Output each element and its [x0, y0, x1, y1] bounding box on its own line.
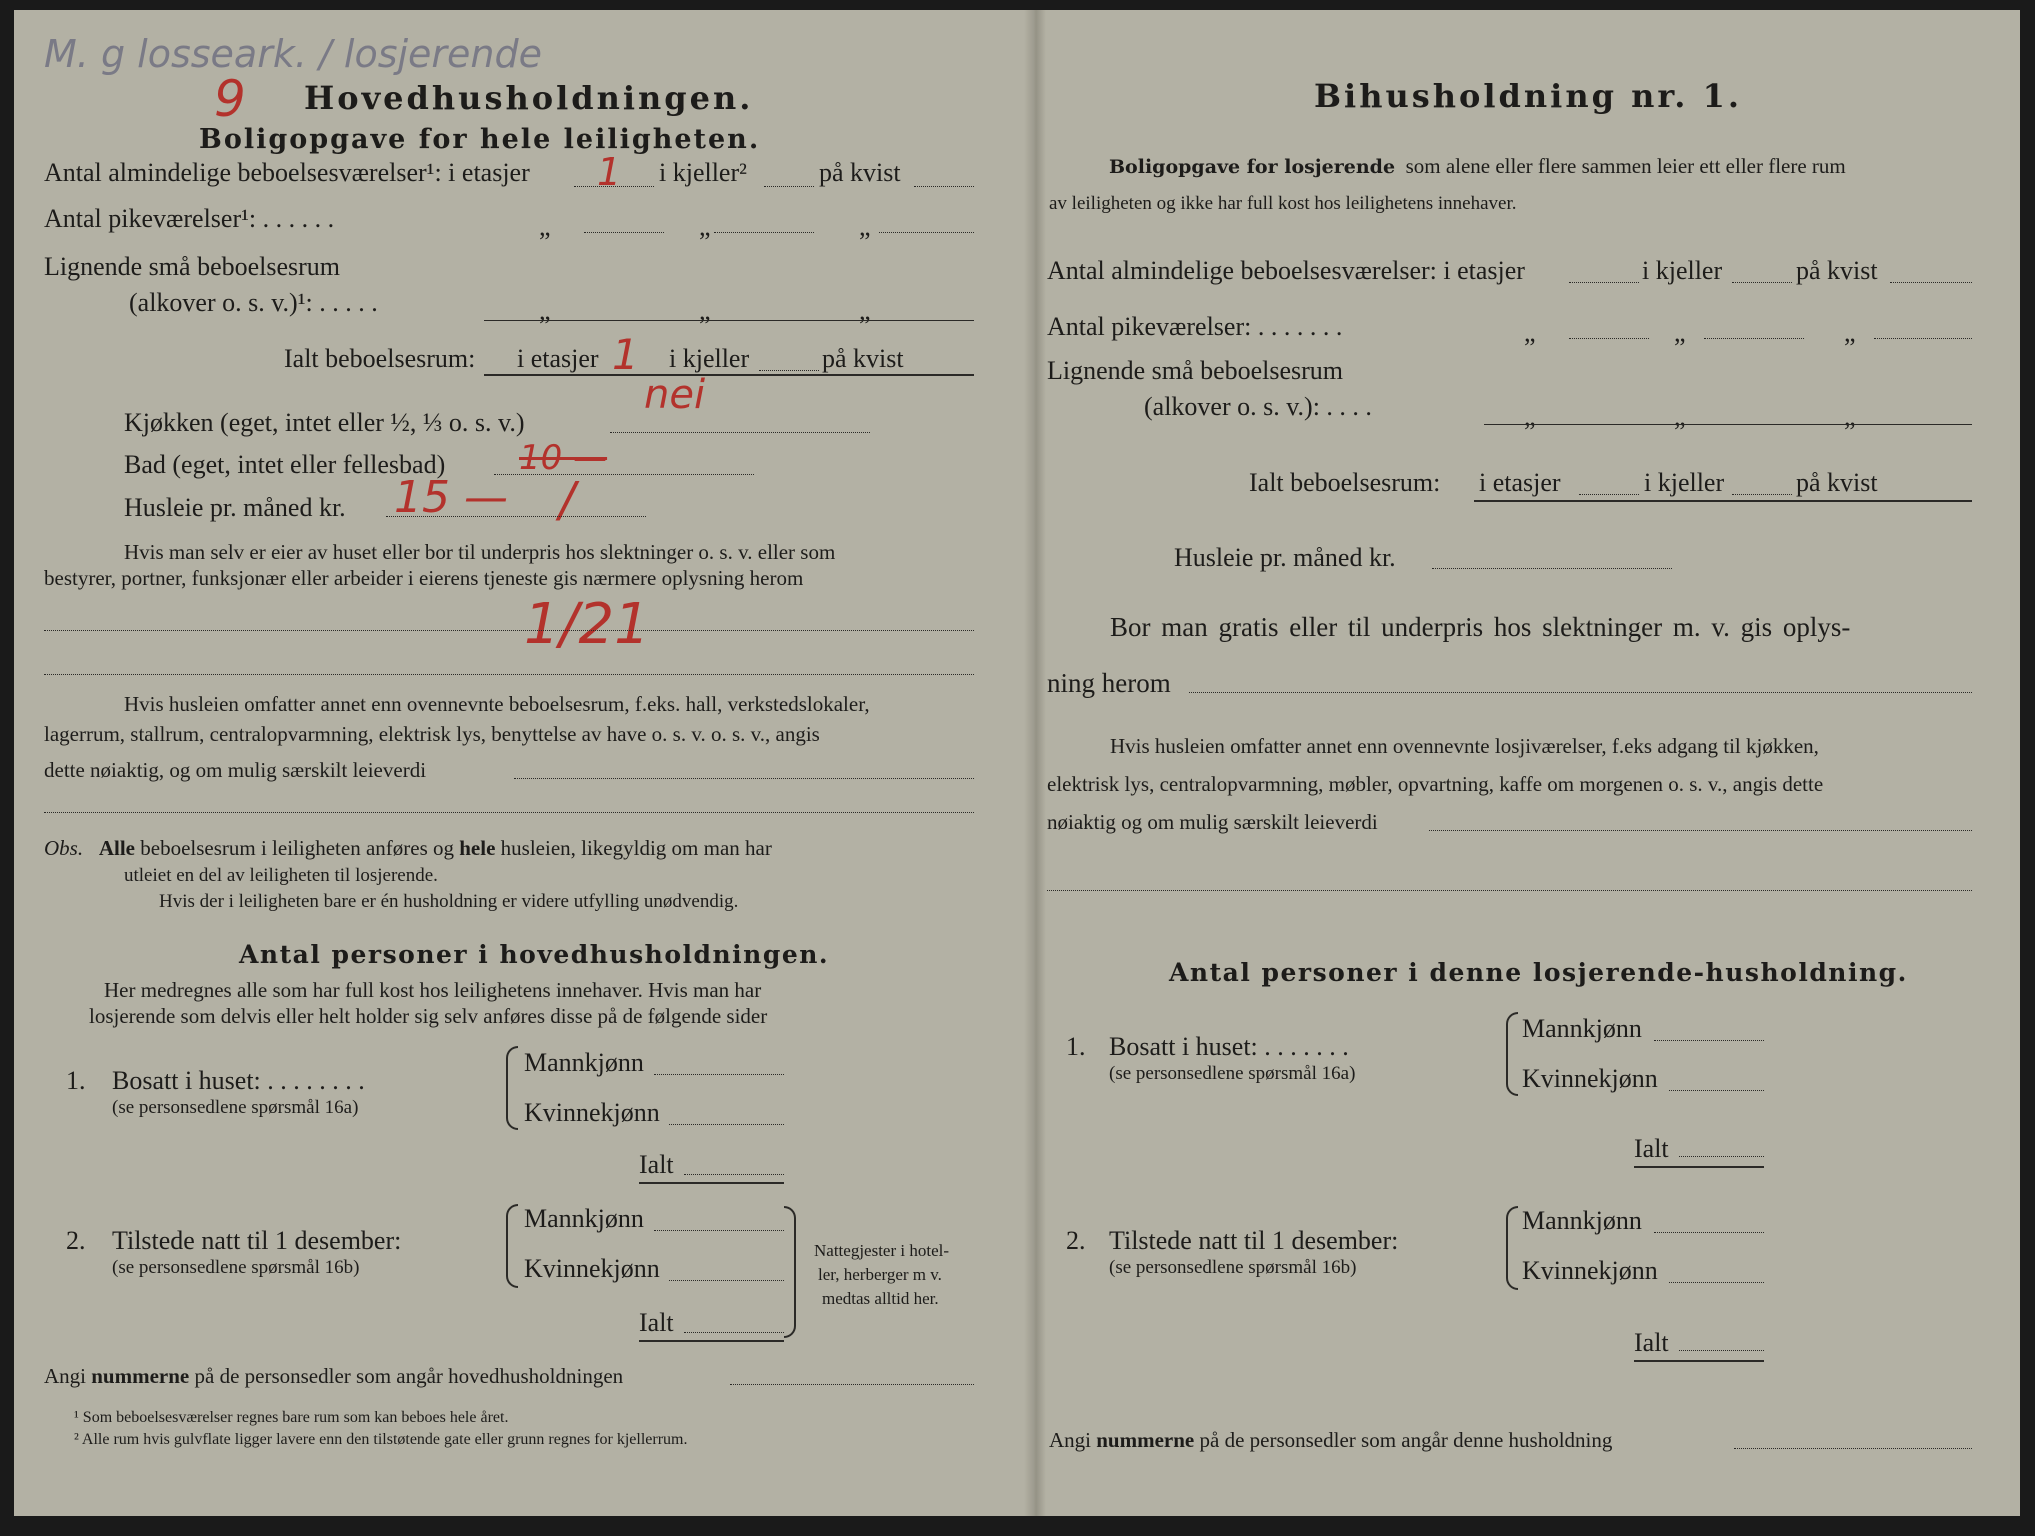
rule-bosatt-ialt [639, 1182, 784, 1184]
right-tilstede-label: Tilstede natt til 1 desember: [1109, 1226, 1399, 1255]
right-brace-tilstede [1506, 1206, 1518, 1290]
page-title-right: Bihusholdning nr. 1. [1314, 77, 1742, 115]
obs-text-3: utleiet en del av leiligheten til losjerende. [124, 865, 438, 886]
right-field-omfatter-2[interactable] [1047, 890, 1972, 891]
label-lignende: Lignende små beboelsesrum [44, 252, 341, 281]
field-omfatter-2[interactable] [44, 812, 974, 813]
right-intro-text: som alene eller flere sammen leier ett eller flere rum [1405, 154, 1846, 178]
right-bosatt-sub: (se personsedlene spørsmål 16a) [1109, 1063, 1356, 1084]
right-gratis-1: Bor man gratis eller til underpris hos slektninger m. v. gis oplys- [1110, 612, 1851, 642]
pencil-note: M. g losseark. / losjerende [44, 32, 543, 76]
value-husleie-mark: / [559, 472, 576, 528]
label-ialt: Ialt [639, 1308, 674, 1337]
right-tilstede-sub: (se personsedlene spørsmål 16b) [1109, 1257, 1357, 1278]
label-ialt-kjeller: i kjeller [669, 344, 750, 373]
right-gratis-2: ning herom [1047, 668, 1171, 698]
right-field-bosatt-kvinne[interactable] [1669, 1090, 1764, 1091]
page-fold [1024, 10, 1046, 1516]
right-rule-tilstede-ialt [1634, 1360, 1764, 1362]
right-field-tilstede-ialt[interactable] [1679, 1350, 1764, 1351]
right-label-kjeller: i kjeller [1642, 256, 1723, 285]
right-field-tilstede-kvinne[interactable] [1669, 1282, 1764, 1283]
label-pikevaerelser: Antal pikeværelser¹: . . . . . . [44, 204, 335, 233]
page-title-left: Hovedhusholdningen. [304, 79, 754, 117]
label-mann: Mannkjønn [524, 1048, 644, 1077]
label-beboelsesvaerelser: Antal almindelige beboelsesværelser¹: i etasjer [44, 158, 530, 187]
right-field-kvist[interactable] [1890, 282, 1972, 283]
obs-text-2: husleien, likegyldig om man har [500, 836, 772, 860]
label-alkover: (alkover o. s. v.)¹: . . . . . [129, 288, 378, 317]
right-field-gratis[interactable] [1189, 692, 1972, 693]
rule-tilstede-ialt [639, 1340, 784, 1342]
value-etasjer: 1 [597, 150, 622, 194]
ditto-mark: „ [699, 212, 711, 241]
right-field-pike-etasjer[interactable] [1569, 338, 1649, 339]
brace-tilstede [506, 1204, 518, 1288]
rule-alkover [484, 320, 974, 321]
field-bosatt-ialt[interactable] [684, 1174, 784, 1175]
right-label-ialt-beboelsesrum: Ialt beboelsesrum: [1249, 468, 1441, 497]
field-pike-kjeller[interactable] [714, 232, 814, 233]
right-field-bosatt-mann[interactable] [1654, 1040, 1764, 1041]
value-kjokken: nei [644, 372, 706, 418]
right-label-ialt-kvist: på kvist [1796, 468, 1878, 497]
right-label-beboelsesvaerelser: Antal almindelige beboelsesværelser: i etasjer [1047, 256, 1525, 285]
field-tilstede-ialt[interactable] [684, 1332, 784, 1333]
tilstede-sub: (se personsedlene spørsmål 16b) [112, 1257, 360, 1278]
handwritten-number-9: 9 [214, 70, 246, 128]
field-bad[interactable] [494, 474, 754, 475]
field-tilstede-kvinne[interactable] [669, 1280, 784, 1281]
right-label-ialt: Ialt [1634, 1134, 1669, 1163]
value-husleie: 15 — [394, 472, 508, 523]
right-angi-post: på de personsedler som angår denne husholdning [1199, 1428, 1613, 1452]
angi-pre: Angi [44, 1364, 86, 1388]
text-omfatter-1: Hvis husleien omfatter annet enn ovennevnte beboelsesrum, f.eks. hall, verkstedslokaler, [124, 692, 870, 716]
angi-left [44, 1366, 623, 1387]
field-ialt-kjeller[interactable] [759, 370, 819, 371]
ditto-mark: „ [539, 296, 551, 325]
natt-note-3: medtas alltid her. [822, 1289, 939, 1308]
right-field-kjeller[interactable] [1732, 282, 1792, 283]
ditto-mark: „ [1524, 402, 1536, 431]
angi-right [1049, 1430, 1612, 1451]
field-kvist[interactable] [914, 186, 974, 187]
right-label-husleie: Husleie pr. måned kr. [1174, 543, 1396, 572]
right-label-mann: Mannkjønn [1522, 1014, 1642, 1043]
right-field-husleie[interactable] [1432, 568, 1672, 569]
obs-note-line-1 [44, 838, 772, 859]
persons-heading-right: Antal personer i denne losjerende-husholdning. [1169, 958, 1908, 987]
right-label-mann: Mannkjønn [1522, 1206, 1642, 1235]
label-ialt-beboelsesrum: Ialt beboelsesrum: [284, 344, 476, 373]
right-label-kvinne: Kvinnekjønn [1522, 1256, 1658, 1285]
right-label-pikevaerelser: Antal pikeværelser: . . . . . . . [1047, 312, 1343, 341]
ditto-mark: „ [539, 212, 551, 241]
label-ialt: Ialt [639, 1150, 674, 1179]
ditto-mark: „ [859, 296, 871, 325]
field-kjeller[interactable] [764, 186, 814, 187]
obs-alle: Alle [98, 836, 135, 860]
right-field-pike-kvist[interactable] [1874, 338, 1972, 339]
field-bosatt-mann[interactable] [654, 1074, 784, 1075]
value-bad: 10 — [519, 438, 608, 478]
field-eier-2[interactable] [44, 674, 974, 675]
bosatt-label: Bosatt i huset: . . . . . . . . [112, 1066, 365, 1095]
field-omfatter-1[interactable] [514, 778, 974, 779]
right-field-ialt-kjeller[interactable] [1732, 494, 1792, 495]
right-intro-2: av leiligheten og ikke har full kost hos leilighetens innehaver. [1049, 193, 1517, 214]
text-omfatter-3: dette nøiaktig, og om mulig særskilt leieverdi [44, 758, 427, 782]
right-label-ialt-kjeller: i kjeller [1644, 468, 1725, 497]
footnote-2: ² Alle rum hvis gulvflate ligger lavere enn den tilstøtende gate eller grunn regnes for kjellerrum. [74, 1431, 688, 1448]
field-tilstede-mann[interactable] [654, 1230, 784, 1231]
field-eier-1[interactable] [44, 630, 974, 631]
right-rule-bosatt-ialt [1634, 1166, 1764, 1168]
field-pike-kvist[interactable] [879, 232, 974, 233]
natt-note-1: Nattegjester i hotel- [814, 1241, 950, 1260]
right-omfatter-2: elektrisk lys, centralopvarmning, møbler, opvartning, kaffe om morgenen o. s. v., angis dette [1047, 772, 1824, 796]
right-brace-bosatt [1506, 1012, 1518, 1096]
text-omfatter-2: lagerrum, stallrum, centralopvarmning, elektrisk lys, benyttelse av have o. s. v. o. s. v., angis [44, 722, 820, 746]
field-bosatt-kvinne[interactable] [669, 1124, 784, 1125]
value-ialt-etasjer: 1 [612, 330, 639, 379]
label-kvinne: Kvinnekjønn [524, 1254, 660, 1283]
right-tilstede-number: 2. [1066, 1226, 1086, 1255]
right-field-pike-kjeller[interactable] [1704, 338, 1804, 339]
right-field-etasjer[interactable] [1569, 282, 1639, 283]
angi-post: på de personsedler som angår hovedhusholdningen [194, 1364, 624, 1388]
label-kvist: på kvist [819, 158, 901, 187]
right-label-ialt: Ialt [1634, 1328, 1669, 1357]
persons-text-1: Her medregnes alle som har full kost hos leilighetens innehaver. Hvis man har [104, 978, 762, 1002]
label-ialt-kvist: på kvist [822, 344, 904, 373]
label-kvinne: Kvinnekjønn [524, 1098, 660, 1127]
census-form-sheet [14, 10, 2020, 1516]
value-eier: 1/21 [524, 592, 650, 657]
text-eier-2: bestyrer, portner, funksjonær eller arbeider i eierens tjeneste gis nærmere oplysning herom [44, 566, 804, 590]
brace-nattegjester [784, 1206, 796, 1338]
ditto-mark: „ [699, 296, 711, 325]
right-bosatt-label: Bosatt i huset: . . . . . . . [1109, 1032, 1349, 1061]
right-omfatter-1: Hvis husleien omfatter annet enn ovennevnte losjiværelser, f.eks adgang til kjøkken, [1110, 734, 1819, 758]
right-label-kvist: på kvist [1796, 256, 1878, 285]
right-field-ialt-etasjer[interactable] [1579, 494, 1639, 495]
right-bosatt-number: 1. [1066, 1032, 1086, 1061]
tilstede-number: 2. [66, 1226, 86, 1255]
right-field-tilstede-mann[interactable] [1654, 1232, 1764, 1233]
label-mann: Mannkjønn [524, 1204, 644, 1233]
footnote-1: ¹ Som beboelsesværelser regnes bare rum som kan beboes hele året. [74, 1409, 509, 1426]
field-kjokken[interactable] [610, 432, 870, 433]
right-label-kvinne: Kvinnekjønn [1522, 1064, 1658, 1093]
natt-note-2: ler, herberger m v. [818, 1265, 942, 1284]
right-label-alkover: (alkover o. s. v.): . . . . [1144, 392, 1372, 421]
page-subtitle-left: Boligopgave for hele leiligheten. [199, 124, 761, 155]
right-field-omfatter-1[interactable] [1429, 830, 1972, 831]
tilstede-label: Tilstede natt til 1 desember: [112, 1226, 402, 1255]
brace-bosatt [506, 1046, 518, 1130]
persons-text-2: losjerende som delvis eller helt holder sig selv anføres disse på de følgende sider [89, 1004, 768, 1028]
right-intro-bold: Boligopgave for losjerende [1109, 156, 1396, 178]
ditto-mark: „ [1674, 402, 1686, 431]
bosatt-number: 1. [66, 1066, 86, 1095]
right-angi-bold: nummerne [1096, 1428, 1195, 1452]
right-rule-alkover [1484, 424, 1972, 425]
persons-heading-left: Antal personer i hovedhusholdningen. [239, 940, 830, 969]
label-kjeller: i kjeller² [659, 158, 747, 187]
obs-text-4: Hvis der i leiligheten bare er én husholdning er videre utfylling unødvendig. [159, 891, 739, 912]
right-field-angi[interactable] [1734, 1448, 1972, 1449]
label-ialt-etasjer: i etasjer [517, 344, 599, 373]
right-omfatter-3: nøiaktig og om mulig særskilt leieverdi [1047, 810, 1378, 834]
ditto-mark: „ [1844, 402, 1856, 431]
label-bad: Bad (eget, intet eller fellesbad) [124, 450, 446, 479]
obs-label: Obs. [44, 836, 84, 860]
field-husleie[interactable] [386, 516, 646, 517]
label-husleie: Husleie pr. måned kr. [124, 493, 346, 522]
right-label-ialt-etasjer: i etasjer [1479, 468, 1561, 497]
obs-hele: hele [459, 836, 496, 860]
right-field-bosatt-ialt[interactable] [1679, 1156, 1764, 1157]
right-angi-pre: Angi [1049, 1428, 1091, 1452]
ditto-mark: „ [1674, 318, 1686, 347]
right-rule-ialt [1474, 500, 1972, 502]
field-pike-etasjer[interactable] [584, 232, 664, 233]
ditto-mark: „ [859, 212, 871, 241]
text-eier-1: Hvis man selv er eier av huset eller bor til underpris hos slektninger o. s. v. eller som [124, 540, 836, 564]
ditto-mark: „ [1844, 318, 1856, 347]
field-angi-left[interactable] [730, 1384, 974, 1385]
bosatt-sub: (se personsedlene spørsmål 16a) [112, 1097, 359, 1118]
rule-ialt [484, 374, 974, 376]
obs-text-1: beboelsesrum i leiligheten anføres og [140, 836, 454, 860]
angi-bold: nummerne [91, 1364, 190, 1388]
right-intro-1 [1109, 156, 1846, 177]
right-label-lignende: Lignende små beboelsesrum [1047, 356, 1344, 385]
label-kjokken: Kjøkken (eget, intet eller ½, ⅓ o. s. v.) [124, 408, 525, 437]
ditto-mark: „ [1524, 318, 1536, 347]
